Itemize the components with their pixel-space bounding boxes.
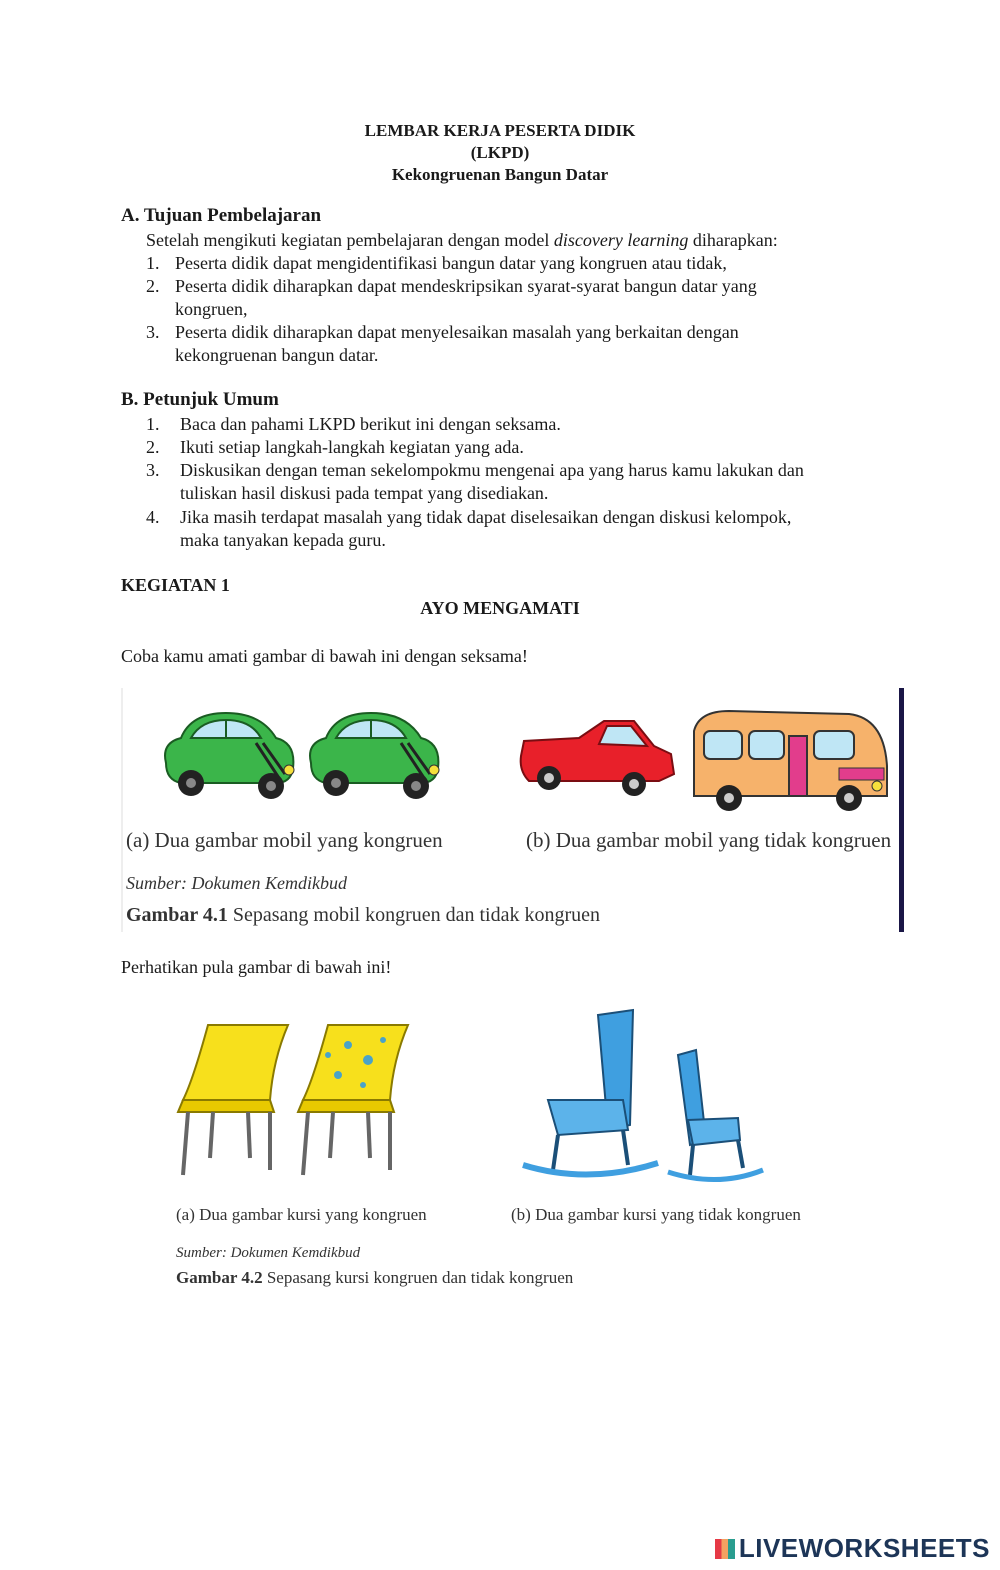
list-item-text: Peserta didik diharapkan dapat mendeskripsikan syarat-syarat bangun datar yang	[175, 276, 757, 296]
figure2-caption-b: (b) Dua gambar kursi yang tidak kongruen	[511, 1205, 801, 1224]
list-item: 2.	[146, 437, 160, 457]
kegiatan-label: KEGIATAN 1	[121, 575, 230, 595]
list-item: 3.	[146, 322, 160, 342]
list-item-text: kekongruenan bangun datar.	[175, 345, 379, 365]
figure2-source: Sumber: Dokumen Kemdikbud	[176, 1245, 361, 1261]
list-item-text: tuliskan hasil diskusi pada tempat yang disediakan.	[180, 483, 549, 503]
doc-title: LEMBAR KERJA PESERTA DIDIK	[364, 121, 636, 140]
list-item-text: Jika masih terdapat masalah yang tidak dapat diselesaikan dengan diskusi kelompok,	[180, 507, 792, 527]
doc-subtitle: (LKPD)	[470, 143, 530, 162]
bus-icon	[694, 711, 887, 811]
doc-topic: Kekongruenan Bangun Datar	[391, 165, 609, 184]
list-item-text: Baca dan pahami LKPD berikut ini dengan seksama.	[180, 414, 561, 434]
list-item-text: Diskusikan dengan teman sekelompokmu mengenai apa yang harus kamu lakukan dan	[180, 460, 804, 480]
liveworksheets-logo[interactable]	[715, 1533, 990, 1564]
list-item: 4.	[146, 507, 160, 527]
list-item-text: Peserta didik diharapkan dapat menyelesaikan masalah yang berkaitan dengan	[175, 322, 739, 342]
figure1-caption-a: (a) Dua gambar mobil yang kongruen	[126, 828, 443, 852]
section-a-heading: A. Tujuan Pembelajaran	[121, 205, 322, 226]
list-item-text: maka tanyakan kepada guru.	[180, 530, 386, 550]
list-item-text: kongruen,	[175, 299, 248, 319]
figure2-caption-a: (a) Dua gambar kursi yang kongruen	[176, 1205, 427, 1224]
brand-text: LIVEWORKSHEETS	[738, 1533, 990, 1563]
figure2-title: Gambar 4.2 Sepasang kursi kongruen dan tidak kongruen	[176, 1268, 574, 1287]
list-item: 2.	[146, 276, 160, 296]
instruction-1: Coba kamu amati gambar di bawah ini dengan seksama!	[121, 646, 528, 666]
figure-cars	[121, 688, 905, 932]
kegiatan-subtitle: AYO MENGAMATI	[420, 598, 580, 618]
figure-chairs	[173, 1000, 828, 1292]
instruction-2: Perhatikan pula gambar di bawah ini!	[121, 957, 392, 977]
chairs-illustration	[173, 1000, 828, 1292]
section-b-heading: B. Petunjuk Umum	[121, 389, 279, 410]
list-item: 3.	[146, 460, 160, 480]
section-a-intro: Setelah mengikuti kegiatan pembelajaran dengan model discovery learning diharapkan:	[146, 230, 778, 250]
list-item-text: Peserta didik dapat mengidentifikasi bangun datar yang kongruen atau tidak,	[175, 253, 727, 273]
list-item: 1.	[146, 253, 160, 273]
figure1-title: Gambar 4.1 Sepasang mobil kongruen dan tidak kongruen	[126, 904, 601, 926]
figure1-caption-b: (b) Dua gambar mobil yang tidak kongruen	[526, 828, 892, 852]
list-item: 1.	[146, 414, 160, 434]
cars-illustration	[121, 688, 905, 932]
logo-icon	[715, 1539, 735, 1559]
list-item-text: Ikuti setiap langkah-langkah kegiatan yang ada.	[180, 437, 524, 457]
figure1-source: Sumber: Dokumen Kemdikbud	[126, 873, 347, 893]
